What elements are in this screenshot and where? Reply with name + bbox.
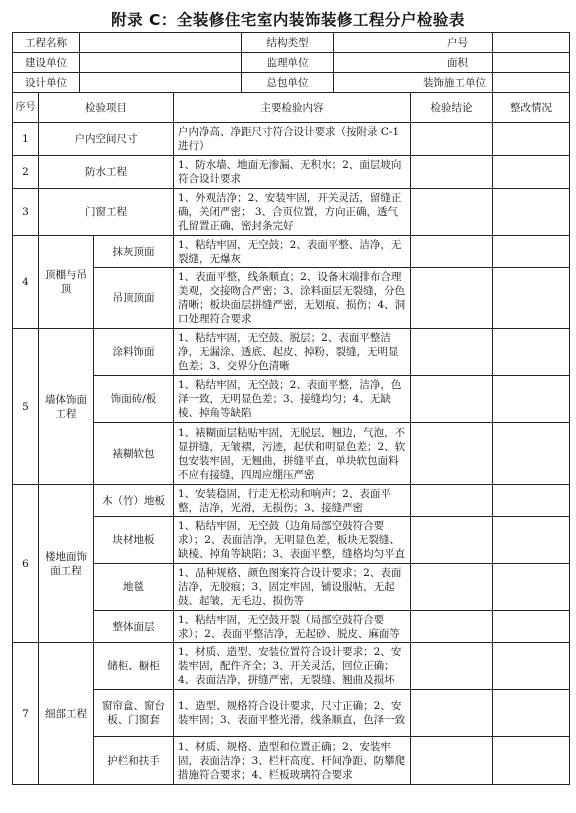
conclusion-cell[interactable]	[411, 156, 493, 189]
unit-no-label: 户号	[334, 33, 493, 53]
row-number: 3	[13, 189, 39, 236]
rectification-cell[interactable]	[493, 737, 570, 785]
sub-item-name: 地毯	[94, 564, 174, 611]
item-name: 门窗工程	[39, 189, 174, 236]
row-number: 4	[13, 236, 39, 329]
project-name-value[interactable]	[80, 33, 242, 53]
conclusion-cell[interactable]	[411, 517, 493, 564]
project-name-label: 工程名称	[13, 33, 80, 53]
item-content: 1、粘结牢固，无空鼓开裂（局部空鼓符合要求）；2、表面平整洁净，无起砂、脱皮、麻面等	[174, 611, 411, 643]
sub-item-name: 木（竹）地板	[94, 485, 174, 517]
decoration-contractor-label: 装饰施工单位	[334, 73, 493, 93]
sub-item-name: 裱糊软包	[94, 423, 174, 485]
item-content: 1、粘结牢固，无空鼓（边角局部空鼓符合要求）；2、表面洁净，无明显色差，板块无裂缝、缺棱、掉角等缺陷；3、表面平整，缝格均匀平直	[174, 517, 411, 564]
item-content: 1、品种规格、颜色图案符合设计要求；2、表面洁净，无胶痕；3、固定牢固，铺设服帖，无起鼓、起皱，无毛边、损伤等	[174, 564, 411, 611]
rectification-cell[interactable]	[493, 611, 570, 643]
conclusion-cell[interactable]	[411, 329, 493, 376]
sub-item-name: 抹灰顶面	[94, 236, 174, 268]
item-content: 户内净高、净距尺寸符合设计要求（按附录 C-1 进行）	[174, 123, 411, 156]
decoration-contractor-value[interactable]	[493, 73, 570, 93]
rectification-cell[interactable]	[493, 329, 570, 376]
conclusion-cell[interactable]	[411, 123, 493, 156]
sub-item-name: 护栏和扶手	[94, 737, 174, 785]
sub-item-name: 窗帘盒、窗台板、门窗套	[94, 690, 174, 737]
conclusion-cell[interactable]	[411, 236, 493, 268]
item-content: 1、材质、规格、造型和位置正确；2、安装牢固，表面洁净；3、栏杆高度、杆间净距、防攀爬措施符合要求；4、栏板玻璃符合要求	[174, 737, 411, 785]
structure-type-label: 结构类型	[242, 33, 334, 53]
conclusion-cell[interactable]	[411, 485, 493, 517]
rectification-cell[interactable]	[493, 517, 570, 564]
unit-no-value[interactable]	[493, 33, 570, 53]
group-name: 细部工程	[39, 643, 94, 785]
item-content: 1、造型、规格符合设计要求，尺寸正确；2、安装牢固；3、表面平整光滑，线条顺直，色泽一致	[174, 690, 411, 737]
sub-item-name: 整体面层	[94, 611, 174, 643]
area-value[interactable]	[493, 53, 570, 73]
area-label: 面积	[334, 53, 493, 73]
rectification-cell[interactable]	[493, 376, 570, 423]
content-header: 主要检验内容	[174, 93, 411, 123]
rectification-cell[interactable]	[493, 643, 570, 690]
conclusion-cell[interactable]	[411, 189, 493, 236]
general-contractor-label: 总包单位	[242, 73, 334, 93]
seq-header: 序号	[13, 93, 39, 123]
builder-label: 建设单位	[13, 53, 80, 73]
conclusion-cell[interactable]	[411, 611, 493, 643]
sub-item-name: 吊顶顶面	[94, 268, 174, 329]
item-name: 户内空间尺寸	[39, 123, 174, 156]
rectification-cell[interactable]	[493, 236, 570, 268]
conclusion-cell[interactable]	[411, 564, 493, 611]
group-name: 楼地面饰面工程	[39, 485, 94, 643]
rectification-cell[interactable]	[493, 189, 570, 236]
row-number: 1	[13, 123, 39, 156]
item-content: 1、粘结牢固，无空鼓、脱层；2、表面平整洁净，无漏涂、透底、起皮、掉粉、裂缝，无明显色差；3、交界分色清晰	[174, 329, 411, 376]
designer-label: 设计单位	[13, 73, 80, 93]
inspection-table	[12, 32, 570, 785]
item-content: 1、裱糊面层粘贴牢固，无脱层，翘边，气泡，不显拼缝，无皱褶，污迹，起伏和明显色差；2、软包安装牢固，无翘曲，拼缝平直，单块软包面料不应有接缝，四周应绷压严密	[174, 423, 411, 485]
item-content: 1、粘结牢固，无空鼓；2、表面平整、洁净，无裂缝，无爆灰	[174, 236, 411, 268]
designer-value[interactable]	[80, 73, 242, 93]
builder-value[interactable]	[80, 53, 242, 73]
conclusion-cell[interactable]	[411, 737, 493, 785]
sub-item-name: 饰面砖/板	[94, 376, 174, 423]
item-name: 防水工程	[39, 156, 174, 189]
sub-item-name: 涂料饰面	[94, 329, 174, 376]
sub-item-name: 块材地板	[94, 517, 174, 564]
rectification-cell[interactable]	[493, 123, 570, 156]
rectification-cell[interactable]	[493, 268, 570, 329]
rectification-header: 整改情况	[493, 93, 570, 123]
item-content: 1、表面平整，线条顺直；2、设备末端排布合理美观，交接吻合严密；3、涂料面层无裂缝，分色清晰；板块面层拼缝严密，无划痕、损伤；4、洞口处理符合要求	[174, 268, 411, 329]
item-content: 1、安装稳固，行走无松动和响声；2、表面平整，洁净，光滑，无损伤；3、接缝严密	[174, 485, 411, 517]
row-number: 7	[13, 643, 39, 785]
conclusion-cell[interactable]	[411, 376, 493, 423]
item-header: 检验项目	[39, 93, 174, 123]
row-number: 2	[13, 156, 39, 189]
item-content: 1、外观洁净；2、安装牢固，开关灵活，留缝正确，关闭严密； 3、合页位置，方向正确，透气孔留置正确，密封条完好	[174, 189, 411, 236]
row-number: 5	[13, 329, 39, 485]
conclusion-cell[interactable]	[411, 268, 493, 329]
conclusion-header: 检验结论	[411, 93, 493, 123]
supervisor-label: 监理单位	[242, 53, 334, 73]
rectification-cell[interactable]	[493, 485, 570, 517]
rectification-cell[interactable]	[493, 564, 570, 611]
conclusion-cell[interactable]	[411, 423, 493, 485]
rectification-cell[interactable]	[493, 690, 570, 737]
item-content: 1、材质、造型、安装位置符合设计要求；2、安装牢固，配件齐全；3、开关灵活，回位正确；4、表面洁净，拼缝严密，无裂缝、翘曲及损坏	[174, 643, 411, 690]
rectification-cell[interactable]	[493, 423, 570, 485]
row-number: 6	[13, 485, 39, 643]
item-content: 1、粘结牢固，无空鼓；2、表面平整，洁净，色泽一致，无明显色差；3、接缝均匀；4、无缺棱、掉角等缺陷	[174, 376, 411, 423]
sub-item-name: 储柜、橱柜	[94, 643, 174, 690]
conclusion-cell[interactable]	[411, 690, 493, 737]
group-name: 顶棚与吊顶	[39, 236, 94, 329]
conclusion-cell[interactable]	[411, 643, 493, 690]
item-content: 1、防水墙、地面无渗漏、无积水；2、面层坡向符合设计要求	[174, 156, 411, 189]
page-title: 附录 C：全装修住宅室内装饰装修工程分户检验表	[111, 11, 465, 29]
rectification-cell[interactable]	[493, 156, 570, 189]
group-name: 墙体饰面工程	[39, 329, 94, 485]
